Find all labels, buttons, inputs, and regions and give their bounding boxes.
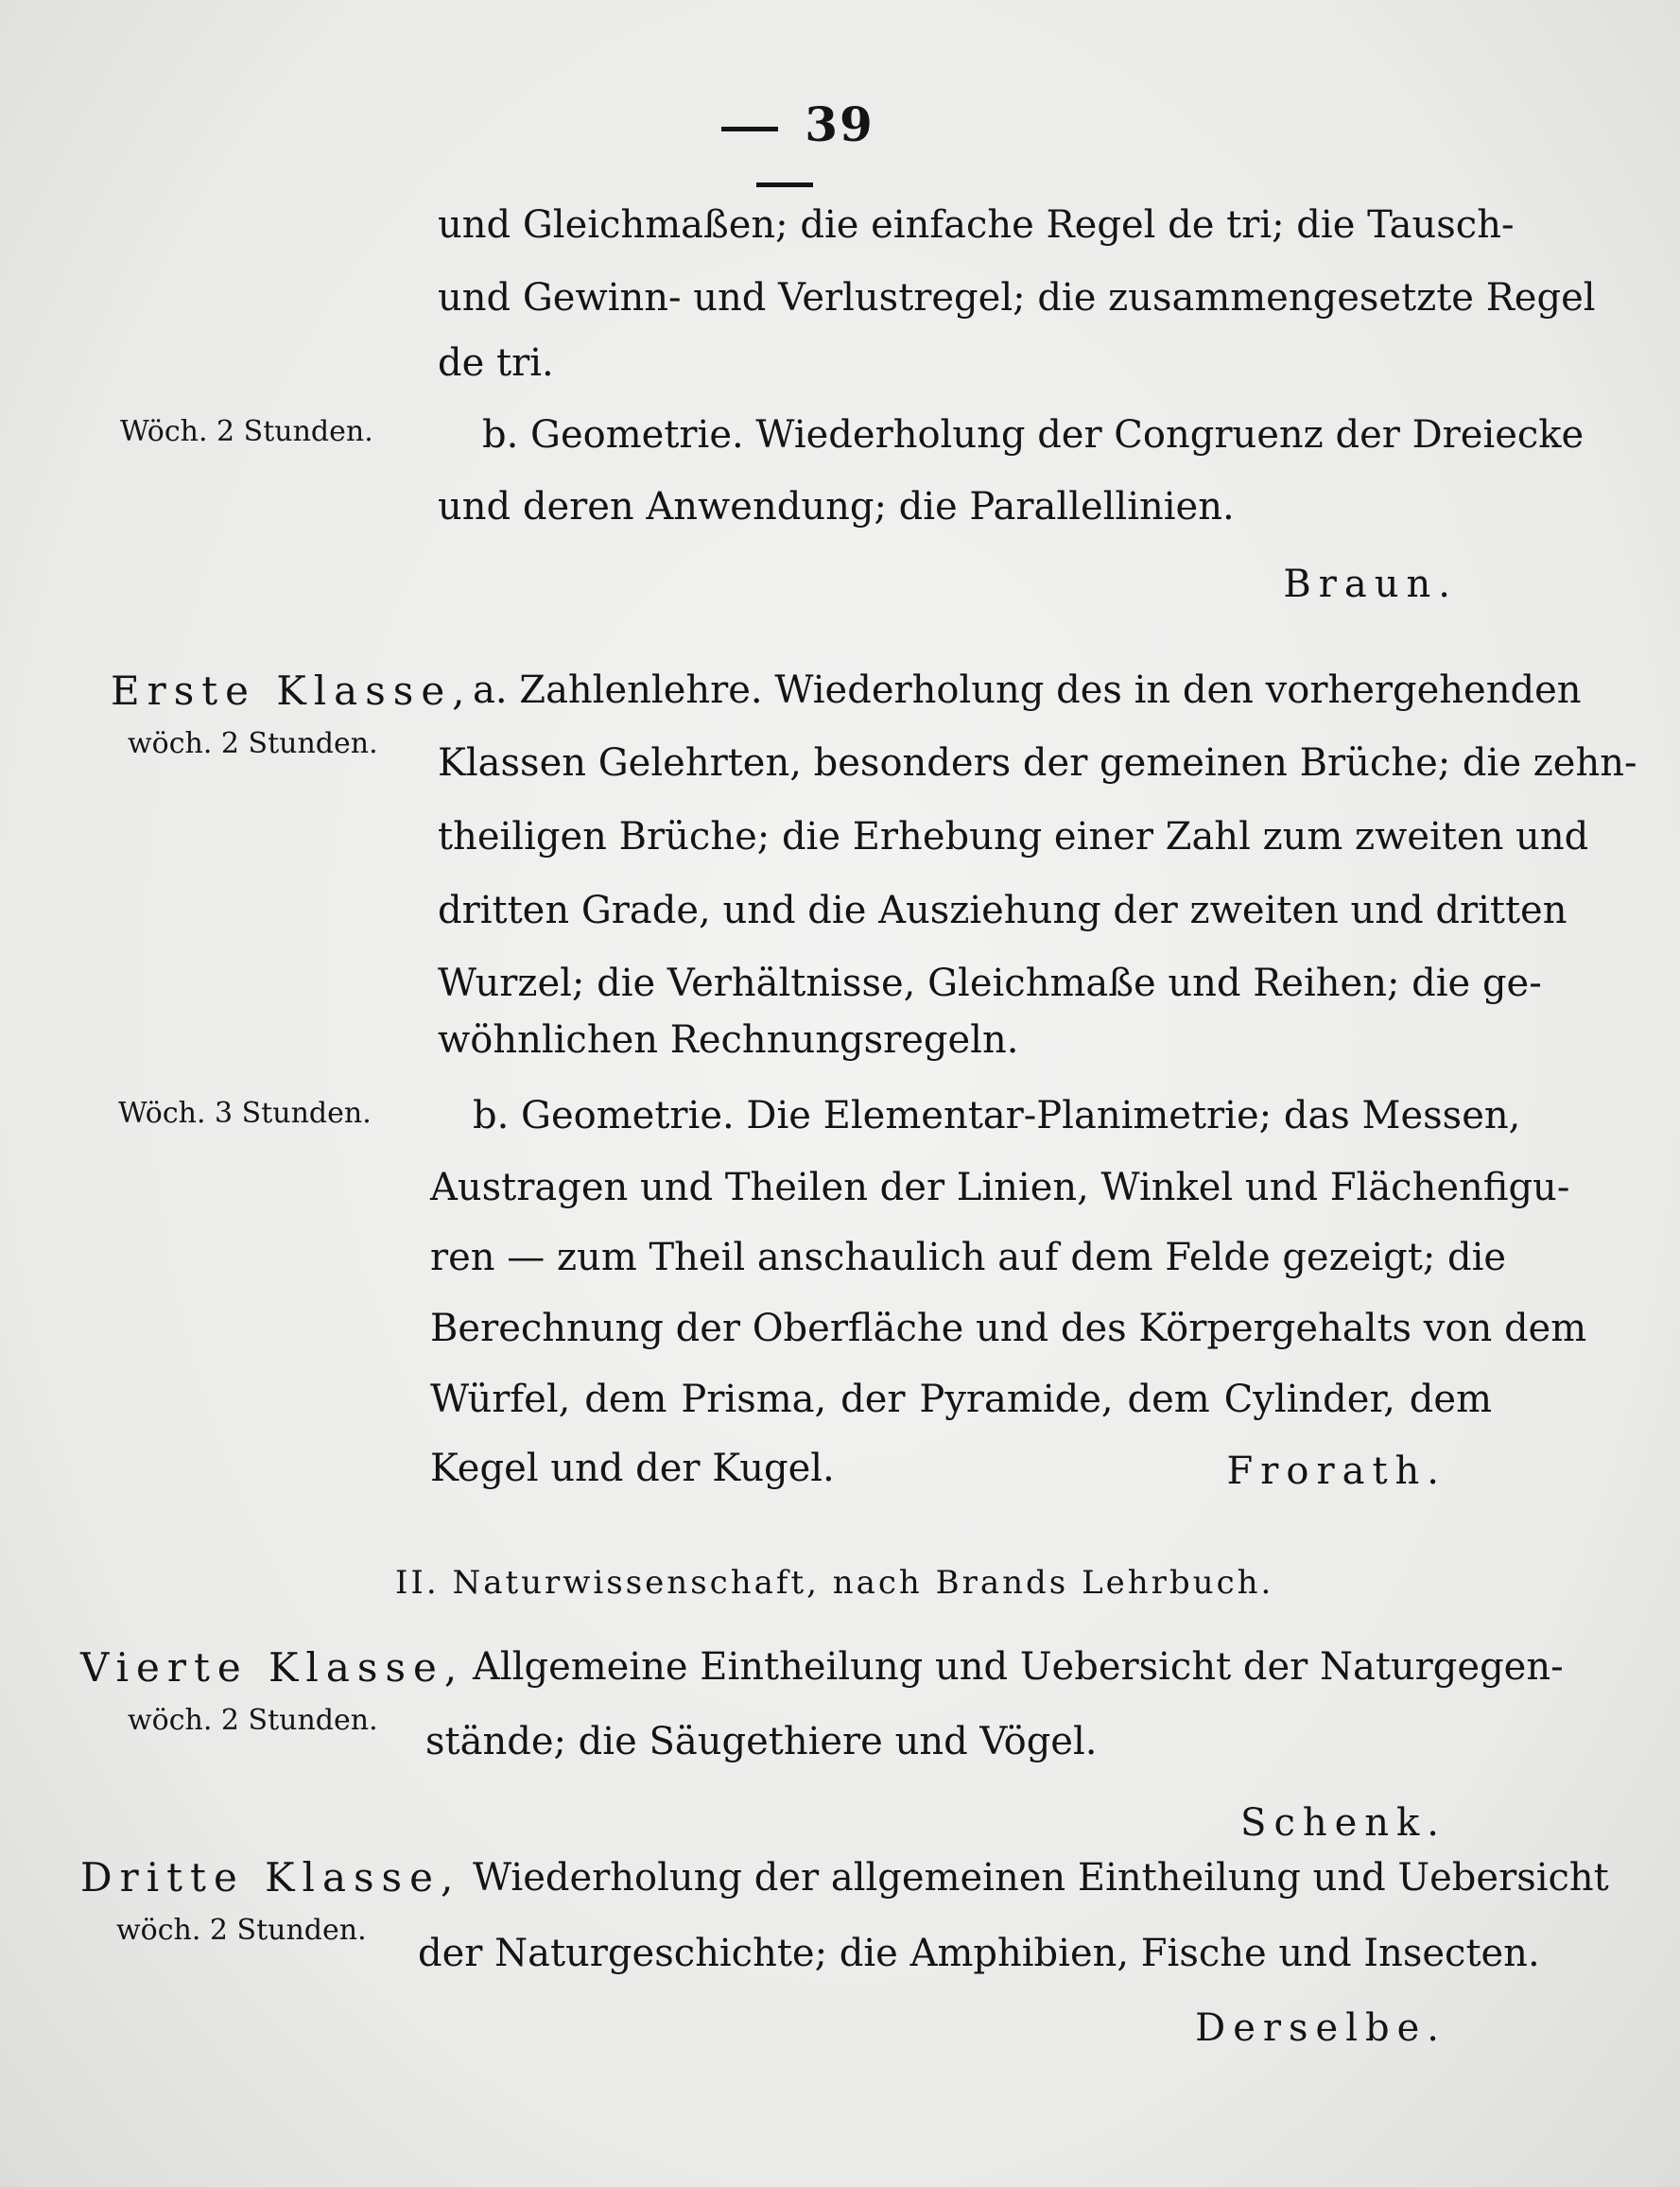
teacher-name: Derselbe. [1195, 2006, 1446, 2050]
text-line: Wiederholung der allgemeinen Eintheilung und Uebersicht [473, 1856, 1609, 1900]
section-heading: II. Naturwissenschaft, nach Brands Lehrbuch. [395, 1564, 1274, 1602]
text-line: und Gleichmaßen; die einfache Regel de tri; die Tausch- [438, 203, 1515, 247]
text-line: Austragen und Theilen der Linien, Winkel und Flächenfigu- [430, 1166, 1570, 1209]
text-line: de tri. [438, 341, 554, 385]
teacher-name: Frorath. [1226, 1449, 1446, 1493]
margin-note: Wöch. 2 Stunden. [120, 415, 373, 448]
text-line: und deren Anwendung; die Parallellinien. [438, 485, 1235, 529]
text-line: theiligen Brüche; die Erhebung einer Zahl zum zweiten und [438, 815, 1589, 859]
text-line: Klassen Gelehrten, besonders der gemeinen Brüche; die zehn- [438, 741, 1637, 785]
class-label: Vierte Klasse, [80, 1644, 465, 1691]
text-line: Würfel, dem Prisma, der Pyramide, dem Cylinder, dem [430, 1378, 1492, 1421]
text-line: a. Zahlenlehre. Wiederholung des in den vorhergehenden [473, 668, 1582, 712]
text-line: wöhnlichen Rechnungsregeln. [438, 1018, 1019, 1062]
dash-left [721, 127, 778, 131]
text-line: b. Geometrie. Die Elementar-Planimetrie; das Messen, [473, 1094, 1521, 1137]
page-number: 39 [643, 96, 927, 208]
text-line: der Naturgeschichte; die Amphibien, Fische und Insecten. [418, 1932, 1540, 1975]
class-label: Erste Klasse, [111, 668, 473, 714]
teacher-name: Braun. [1283, 563, 1458, 606]
dash-right [756, 182, 813, 187]
text-line: Berechnung der Oberfläche und des Körpergehalts von dem [430, 1307, 1587, 1350]
text-line: Wurzel; die Verhältnisse, Gleichmaße und Reihen; die ge- [438, 962, 1542, 1005]
text-line: und Gewinn- und Verlustregel; die zusammengesetzte Regel [438, 276, 1596, 320]
hours-note: Wöch. 3 Stunden. [118, 1097, 372, 1130]
hours-note: wöch. 2 Stunden. [128, 727, 378, 760]
text-line: Kegel und der Kugel. [430, 1447, 835, 1490]
hours-note: wöch. 2 Stunden. [116, 1914, 367, 1947]
text-line: dritten Grade, und die Ausziehung der zweiten und dritten [438, 889, 1567, 932]
hours-note: wöch. 2 Stunden. [128, 1704, 378, 1737]
teacher-name: Schenk. [1240, 1801, 1446, 1845]
class-label: Dritte Klasse, [80, 1854, 461, 1901]
text-line: Allgemeine Eintheilung und Uebersicht der Naturgegen- [473, 1645, 1564, 1689]
text-line: stände; die Säugethiere und Vögel. [425, 1720, 1098, 1763]
text-line: b. Geometrie. Wiederholung der Congruenz der Dreiecke [482, 413, 1585, 457]
text-line: ren — zum Theil anschaulich auf dem Felde gezeigt; die [430, 1236, 1507, 1279]
